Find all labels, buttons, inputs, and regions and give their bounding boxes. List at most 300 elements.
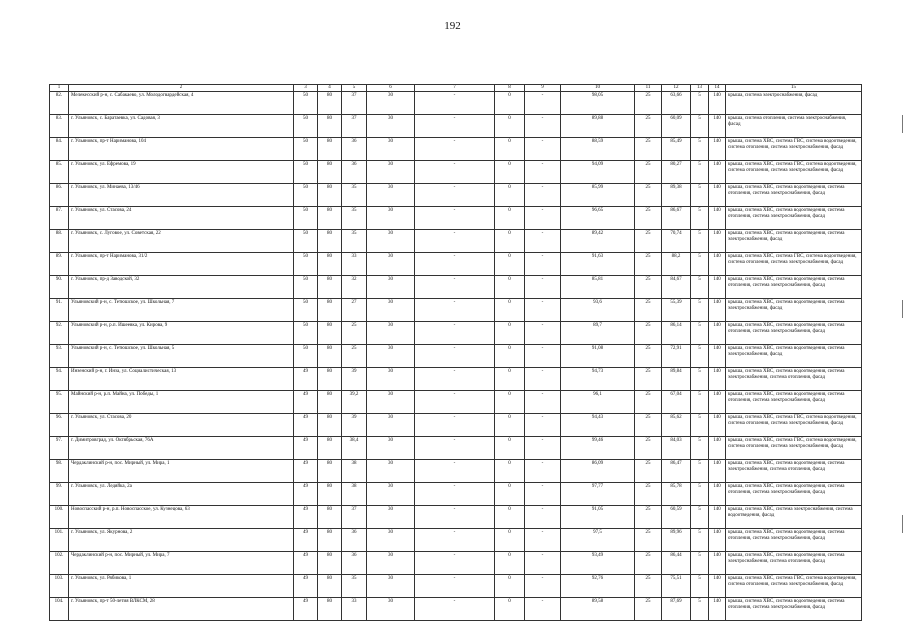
repair-works: крыша, система ХВС, система ГВС, система водоотведения, система отопления, система электроснабжения, фасад [726,138,862,161]
value-col-14: 140 [709,506,726,529]
column-number: 6 [367,85,415,92]
value-col-11: 25 [635,276,662,299]
value-col-5: 35 [342,575,367,598]
value-col-12: 85,49 [662,138,691,161]
table-row [50,92,862,115]
value-col-14: 140 [709,184,726,207]
value-col-12: 86,47 [662,460,691,483]
value-col-6: 30 [367,345,415,368]
value-col-10: 93,49 [561,552,635,575]
value-col-14: 140 [709,207,726,230]
value-col-7: - [415,345,495,368]
value-col-3: 50 [294,276,318,299]
value-col-13: 5 [691,276,709,299]
value-col-7: - [415,460,495,483]
address: г. Ульяновск, с. Луговое, ул. Советская, 22 [69,230,294,253]
value-col-9: - [525,115,561,138]
value-col-11: 25 [635,575,662,598]
value-col-11: 25 [635,253,662,276]
value-col-11: 25 [635,414,662,437]
row-number: 93. [50,345,69,368]
value-col-9: - [525,437,561,460]
value-col-9: - [525,529,561,552]
repair-works: крыша, система ХВС, система водоотведения, система отопления, система электроснабжения, фасад [726,483,862,506]
value-col-12: 89,96 [662,529,691,552]
value-col-8: 0 [495,483,525,506]
value-col-3: 49 [294,391,318,414]
value-col-14: 140 [709,92,726,115]
value-col-12: 89,38 [662,184,691,207]
value-col-5: 25 [342,345,367,368]
value-col-12: 75,51 [662,575,691,598]
address: Ульяновский р-н, р.п. Ишеевка, ул. Кирова, 9 [69,322,294,345]
value-col-14: 140 [709,368,726,391]
address: г. Ульяновск, ул. Рябикова, 1 [69,575,294,598]
table-row [50,414,862,437]
value-col-14: 140 [709,230,726,253]
repair-works: крыша, система ХВС, система водоотведения, система отопления, система электроснабжения, фасад [726,184,862,207]
row-number: 91. [50,299,69,322]
repair-works: крыша, система ХВС, система ГВС, система водоотведения, система отопления, система электроснабжения, фасад [726,414,862,437]
value-col-13: 5 [691,207,709,230]
value-col-8: 0 [495,391,525,414]
value-col-3: 49 [294,437,318,460]
table-row [50,115,862,138]
repair-works: крыша, система ХВС, система водоотведения, система отопления, система электроснабжения, фасад [726,598,862,621]
table-row [50,276,862,299]
value-col-11: 25 [635,230,662,253]
value-col-14: 140 [709,460,726,483]
value-col-12: 84,67 [662,276,691,299]
value-col-10: 89,42 [561,230,635,253]
value-col-12: 85,78 [662,483,691,506]
table-row [50,368,862,391]
value-col-4: 80 [318,575,342,598]
value-col-11: 25 [635,207,662,230]
value-col-7: - [415,391,495,414]
value-col-6: 30 [367,184,415,207]
value-col-11: 25 [635,552,662,575]
value-col-14: 140 [709,138,726,161]
row-number: 84. [50,138,69,161]
value-col-12: 84,03 [662,437,691,460]
value-col-6: 30 [367,368,415,391]
value-col-8: 0 [495,322,525,345]
value-col-11: 25 [635,483,662,506]
value-col-9: - [525,391,561,414]
value-col-4: 80 [318,437,342,460]
row-number: 103. [50,575,69,598]
value-col-9: - [525,138,561,161]
value-col-5: 37 [342,506,367,529]
table-row [50,598,862,621]
value-col-5: 33 [342,253,367,276]
value-col-4: 80 [318,115,342,138]
value-col-11: 25 [635,437,662,460]
table-row [50,575,862,598]
row-number: 92. [50,322,69,345]
table-row [50,506,862,529]
repair-works: крыша, система ХВС, система водоотведения, система электроснабжения, система отопления, фасад [726,368,862,391]
table-row [50,460,862,483]
value-col-12: 88,2 [662,253,691,276]
value-col-8: 0 [495,207,525,230]
value-col-3: 49 [294,368,318,391]
repair-works: крыша, система ХВС, система ГВС, система водоотведения, система отопления, система электроснабжения, фасад [726,437,862,460]
value-col-6: 30 [367,552,415,575]
value-col-7: - [415,506,495,529]
value-col-5: 25 [342,322,367,345]
column-number: 11 [635,85,662,92]
value-col-6: 30 [367,391,415,414]
margin-mark [902,515,903,533]
value-col-5: 38 [342,483,367,506]
value-col-3: 50 [294,230,318,253]
repair-works: крыша, система ХВС, система ГВС, система водоотведения, система отопления, система электроснабжения, фасад [726,253,862,276]
value-col-7: - [415,368,495,391]
value-col-7: - [415,138,495,161]
value-col-11: 25 [635,506,662,529]
value-col-4: 80 [318,322,342,345]
value-col-13: 5 [691,161,709,184]
column-number: 7 [415,85,495,92]
value-col-3: 49 [294,483,318,506]
value-col-12: 85,62 [662,414,691,437]
value-col-13: 5 [691,138,709,161]
value-col-9: - [525,322,561,345]
value-col-4: 80 [318,506,342,529]
value-col-8: 0 [495,368,525,391]
address: г. Ульяновск, ул. Минаева, 13/46 [69,184,294,207]
value-col-11: 25 [635,322,662,345]
row-number: 90. [50,276,69,299]
repair-works: крыша, система ХВС, система водоотведения, система отопления, система электроснабжения, фасад [726,529,862,552]
value-col-6: 30 [367,483,415,506]
row-number: 95. [50,391,69,414]
column-number: 4 [318,85,342,92]
row-number: 87. [50,207,69,230]
value-col-12: 72,91 [662,345,691,368]
value-col-10: 94,09 [561,161,635,184]
value-col-3: 50 [294,299,318,322]
value-col-4: 80 [318,391,342,414]
repair-works: крыша, система ХВС, система водоотведения, система отопления, система электроснабжения, фасад [726,276,862,299]
value-col-5: 35 [342,207,367,230]
value-col-3: 50 [294,138,318,161]
column-number: 14 [709,85,726,92]
value-col-4: 80 [318,460,342,483]
value-col-14: 140 [709,483,726,506]
value-col-14: 140 [709,529,726,552]
address: г. Ульяновск, пр-т Нариманова, 31/2 [69,253,294,276]
value-col-10: 89,58 [561,598,635,621]
value-col-12: 60,09 [662,115,691,138]
value-col-9: - [525,299,561,322]
value-col-5: 36 [342,161,367,184]
value-col-7: - [415,598,495,621]
value-col-7: - [415,207,495,230]
value-col-8: 0 [495,184,525,207]
value-col-13: 5 [691,414,709,437]
value-col-9: - [525,276,561,299]
value-col-8: 0 [495,460,525,483]
row-number: 101. [50,529,69,552]
value-col-10: 99,46 [561,437,635,460]
value-col-6: 30 [367,92,415,115]
value-col-8: 0 [495,598,525,621]
page-number: 192 [444,20,461,32]
value-col-6: 30 [367,207,415,230]
value-col-13: 5 [691,322,709,345]
value-col-13: 5 [691,391,709,414]
column-number: 8 [495,85,525,92]
value-col-3: 50 [294,345,318,368]
row-number: 83. [50,115,69,138]
value-col-3: 50 [294,207,318,230]
value-col-13: 5 [691,115,709,138]
value-col-12: 55,39 [662,299,691,322]
repair-works: крыша, система ХВС, система водоотведения, система отопления, система электроснабжения, фасад [726,391,862,414]
value-col-9: - [525,552,561,575]
row-number: 99. [50,483,69,506]
value-col-13: 5 [691,253,709,276]
column-number: 1 [50,85,69,92]
value-col-11: 25 [635,92,662,115]
value-col-8: 0 [495,575,525,598]
address: г. Ульяновск, пр-д Заводской, 32 [69,276,294,299]
value-col-14: 140 [709,575,726,598]
value-col-4: 80 [318,598,342,621]
value-col-8: 0 [495,437,525,460]
value-col-12: 67,04 [662,391,691,414]
value-col-10: 91,08 [561,345,635,368]
value-col-4: 80 [318,161,342,184]
value-col-8: 0 [495,253,525,276]
value-col-6: 30 [367,115,415,138]
row-number: 102. [50,552,69,575]
value-col-12: 63,66 [662,92,691,115]
value-col-13: 5 [691,230,709,253]
value-col-6: 30 [367,253,415,276]
value-col-7: - [415,483,495,506]
value-col-10: 93,6 [561,299,635,322]
value-col-5: 32 [342,276,367,299]
value-col-5: 36 [342,552,367,575]
value-col-10: 92,76 [561,575,635,598]
value-col-13: 5 [691,184,709,207]
repair-works: крыша, система ХВС, система водоотведения, система отопления, система электроснабжения, фасад [726,322,862,345]
value-col-4: 80 [318,253,342,276]
column-number: 9 [525,85,561,92]
value-col-7: - [415,575,495,598]
value-col-14: 140 [709,299,726,322]
column-number: 13 [691,85,709,92]
repair-works: крыша, система электроснабжения, фасад [726,92,862,115]
column-number-row [50,85,862,92]
value-col-9: - [525,598,561,621]
value-col-3: 50 [294,115,318,138]
column-number: 12 [662,85,691,92]
table-row [50,483,862,506]
value-col-9: - [525,184,561,207]
value-col-14: 140 [709,345,726,368]
row-number: 82. [50,92,69,115]
value-col-6: 30 [367,230,415,253]
table-row [50,230,862,253]
value-col-4: 80 [318,138,342,161]
value-col-7: - [415,92,495,115]
value-col-4: 80 [318,483,342,506]
address: г. Ульяновск, ул. Стасова, 24 [69,207,294,230]
value-col-3: 49 [294,529,318,552]
table-row [50,552,862,575]
address: г. Ульяновск, пр-т Нариманова, 104 [69,138,294,161]
value-col-9: - [525,460,561,483]
value-col-14: 140 [709,253,726,276]
table-row [50,161,862,184]
value-col-5: 35 [342,184,367,207]
value-col-7: - [415,115,495,138]
repair-works: крыша, система ХВС, система электроснабжения, система водоотведения, фасад [726,506,862,529]
value-col-4: 80 [318,207,342,230]
value-col-6: 30 [367,276,415,299]
table-row [50,391,862,414]
value-col-13: 5 [691,368,709,391]
column-number: 5 [342,85,367,92]
address: Ульяновский р-н, с. Тетюшское, ул. Школьная, 5 [69,345,294,368]
row-number: 100. [50,506,69,529]
value-col-7: - [415,437,495,460]
column-number: 2 [69,85,294,92]
value-col-5: 37 [342,92,367,115]
value-col-13: 5 [691,598,709,621]
value-col-6: 30 [367,575,415,598]
value-col-13: 5 [691,483,709,506]
value-col-11: 25 [635,598,662,621]
value-col-3: 49 [294,506,318,529]
repair-works: крыша, система ХВС, система водоотведения, система электроснабжения, фасад [726,230,862,253]
value-col-8: 0 [495,345,525,368]
row-number: 85. [50,161,69,184]
value-col-12: 89,84 [662,368,691,391]
value-col-13: 5 [691,345,709,368]
address: Чердаклинский р-н, пос. Мирный, ул. Мира, 1 [69,460,294,483]
value-col-14: 140 [709,414,726,437]
value-col-14: 140 [709,437,726,460]
value-col-4: 80 [318,414,342,437]
column-number: 3 [294,85,318,92]
repair-works: крыша, система отопления, система электроснабжения, фасад [726,115,862,138]
value-col-11: 25 [635,184,662,207]
value-col-9: - [525,92,561,115]
value-col-8: 0 [495,299,525,322]
value-col-8: 0 [495,161,525,184]
value-col-9: - [525,207,561,230]
value-col-12: 87,69 [662,598,691,621]
row-number: 98. [50,460,69,483]
value-col-14: 140 [709,115,726,138]
value-col-3: 50 [294,322,318,345]
value-col-10: 85,99 [561,184,635,207]
value-col-8: 0 [495,552,525,575]
value-col-10: 91,63 [561,253,635,276]
value-col-14: 140 [709,598,726,621]
repair-works: крыша, система ХВС, система водоотведения, система электроснабжения, фасад [726,299,862,322]
column-number: 15 [726,85,862,92]
column-number: 10 [561,85,635,92]
value-col-10: 98,05 [561,92,635,115]
value-col-4: 80 [318,184,342,207]
value-col-10: 86,09 [561,460,635,483]
value-col-8: 0 [495,92,525,115]
value-col-5: 36 [342,138,367,161]
table-row [50,207,862,230]
value-col-10: 88,59 [561,138,635,161]
row-number: 89. [50,253,69,276]
value-col-7: - [415,299,495,322]
value-col-7: - [415,253,495,276]
value-col-8: 0 [495,529,525,552]
value-col-4: 80 [318,368,342,391]
value-col-6: 30 [367,529,415,552]
row-number: 94. [50,368,69,391]
value-col-7: - [415,184,495,207]
address: г. Димитровград, ул. Октябрьская, 76А [69,437,294,460]
value-col-4: 80 [318,552,342,575]
value-col-8: 0 [495,138,525,161]
repair-works: крыша, система ХВС, система водоотведения, система электроснабжения, фасад [726,345,862,368]
address: г. Ульяновск, ул. Стасова, 20 [69,414,294,437]
address: Чердаклинский р-н, пос. Мирный, ул. Мира, 7 [69,552,294,575]
value-col-5: 27 [342,299,367,322]
value-col-6: 30 [367,161,415,184]
value-col-3: 49 [294,575,318,598]
value-col-10: 97,5 [561,529,635,552]
value-col-14: 140 [709,161,726,184]
value-col-11: 25 [635,299,662,322]
address: г. Ульяновск, ул. Ефремова, 19 [69,161,294,184]
value-col-13: 5 [691,552,709,575]
value-col-10: 96,65 [561,207,635,230]
table-row [50,138,862,161]
value-col-3: 49 [294,414,318,437]
value-col-5: 35 [342,230,367,253]
value-col-3: 49 [294,460,318,483]
address: Мелекесский р-н, с. Сабакаево, ул. Молодогвардейская, 4 [69,92,294,115]
value-col-13: 5 [691,92,709,115]
value-col-7: - [415,276,495,299]
value-col-14: 140 [709,391,726,414]
table-row [50,299,862,322]
value-col-5: 39 [342,368,367,391]
value-col-13: 5 [691,460,709,483]
value-col-11: 25 [635,161,662,184]
address: г. Ульяновск, пр-т 50-летия ВЛКСМ, 28 [69,598,294,621]
value-col-7: - [415,552,495,575]
value-col-11: 25 [635,460,662,483]
value-col-7: - [415,322,495,345]
value-col-10: 89,88 [561,115,635,138]
value-col-12: 80,27 [662,161,691,184]
repair-works: крыша, система ХВС, система водоотведения, система электроснабжения, система отопления, фасад [726,460,862,483]
row-number: 104. [50,598,69,621]
value-col-9: - [525,575,561,598]
repair-works: крыша, система ХВС, система ГВС, система водоотведения, система отопления, система электроснабжения, фасад [726,161,862,184]
repair-works: крыша, система ХВС, система водоотведения, система электроснабжения, система отопления, фасад [726,552,862,575]
table-row [50,437,862,460]
value-col-13: 5 [691,437,709,460]
value-col-6: 30 [367,299,415,322]
